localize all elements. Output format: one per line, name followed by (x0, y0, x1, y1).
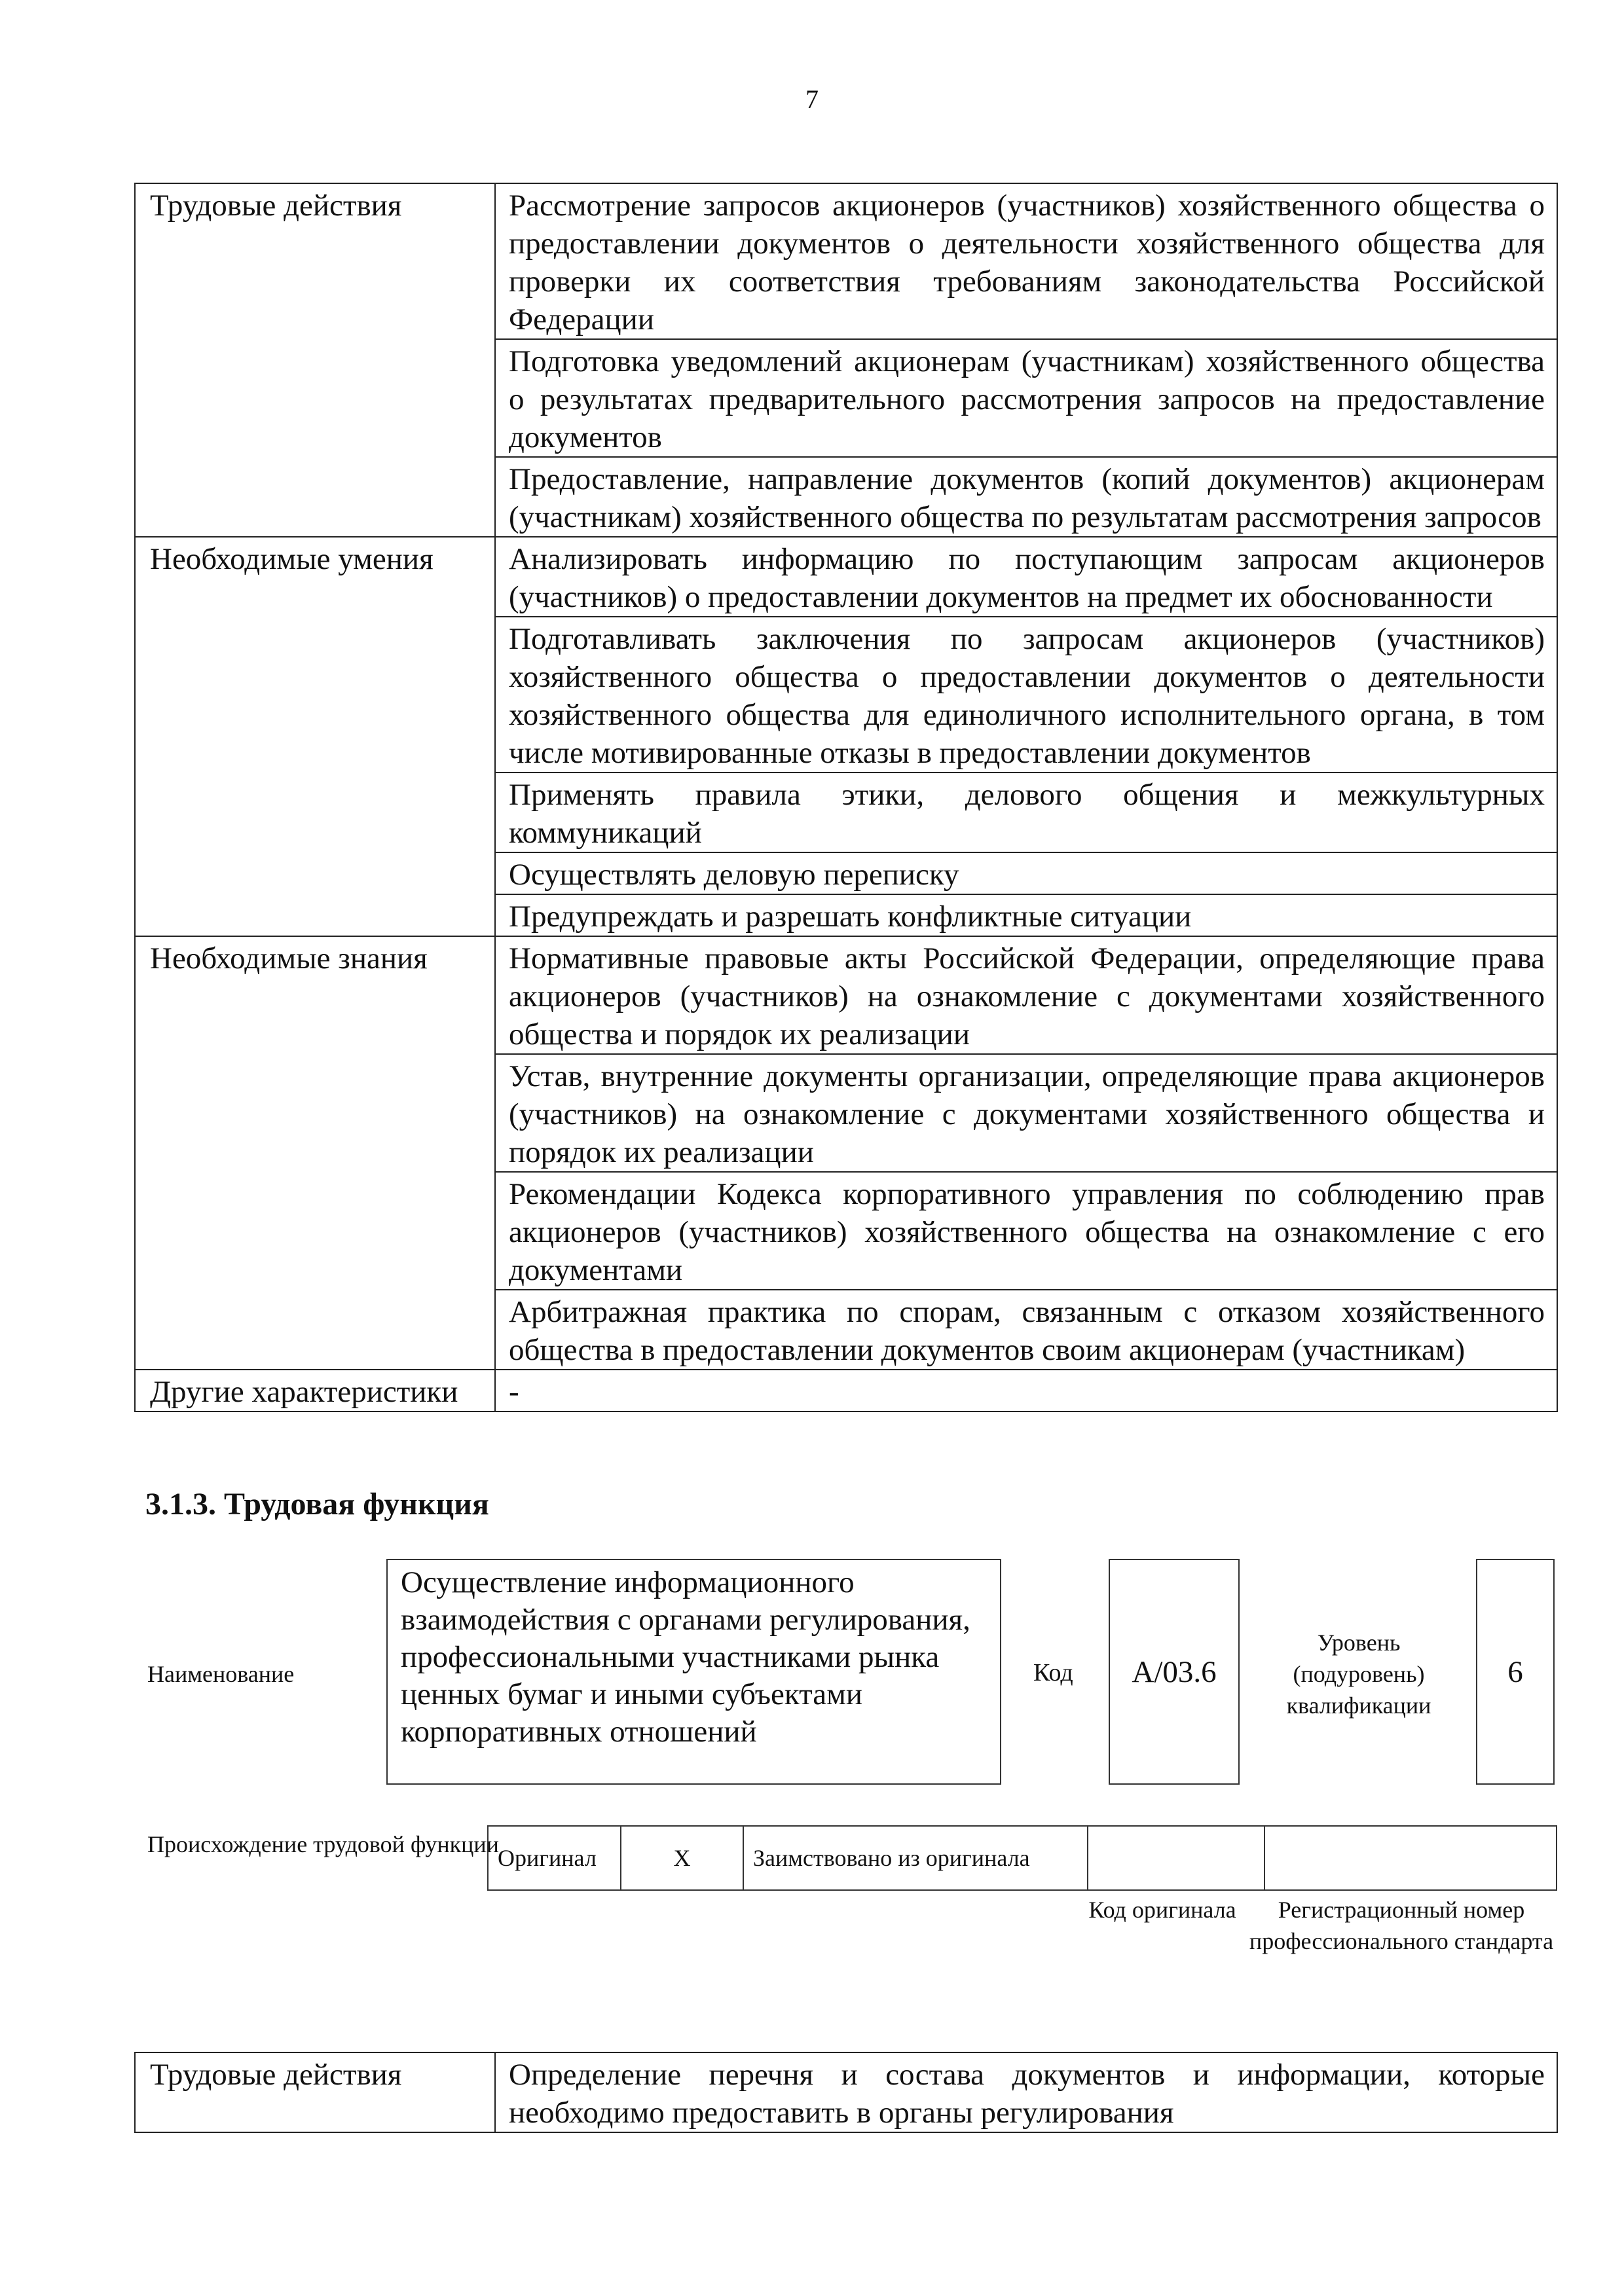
table-row (135, 183, 1557, 339)
table-cell: Анализировать информацию по поступающим запросам акционеров (участников) о предоставлении документов на предмет их обоснованности (495, 537, 1557, 617)
original-mark: X (621, 1826, 743, 1890)
function-name-box: Осуществление информационного взаимодействия с органами регулирования, профессиональными участниками рынка ценных бумаг и иными субъектами корпоративных отношений (386, 1559, 1001, 1785)
row-label-actions: Трудовые действия (135, 2052, 495, 2132)
table-cell: Применять правила этики, делового общения и межкультурных коммуникаций (495, 773, 1557, 852)
borrowed-label: Заимствовано из оригинала (743, 1826, 1088, 1890)
table-cell: Подготовка уведомлений акционерам (участникам) хозяйственного общества о результатах предварительного рассмотрения запросов на предоставление документов (495, 339, 1557, 457)
row-label-knowledge: Необходимые знания (135, 936, 495, 1370)
level-value-box: 6 (1476, 1559, 1555, 1785)
table-cell: Устав, внутренние документы организации, определяющие права акционеров (участников) на ознакомление с документами хозяйственного общества и порядок их реализации (495, 1054, 1557, 1172)
code-original-cell (1088, 1826, 1264, 1890)
table-cell: Предоставление, направление документов (копий документов) акционерам (участникам) хозяйственного общества по результатам рассмотрения запросов (495, 457, 1557, 537)
original-label: Оригинал (488, 1826, 621, 1890)
row-label-other: Другие характеристики (135, 1370, 495, 1412)
table-cell: Нормативные правовые акты Российской Федерации, определяющие права акционеров (участников) на ознакомление с документами хозяйственного общества и порядок их реализации (495, 936, 1557, 1054)
section-title: 3.1.3. Трудовая функция (145, 1487, 489, 1522)
table-cell: Рекомендации Кодекса корпоративного управления по соблюдению прав акционеров (участников) хозяйственного общества на ознакомление с его документами (495, 1172, 1557, 1290)
table-cell: Предупреждать и разрешать конфликтные ситуации (495, 894, 1557, 936)
row-label-skills: Необходимые умения (135, 537, 495, 936)
table-row (135, 1370, 1557, 1412)
code-value-box: A/03.6 (1109, 1559, 1240, 1785)
requirements-table (134, 183, 1558, 1412)
table-row (135, 936, 1557, 1054)
table-cell: Осуществлять деловую переписку (495, 852, 1557, 894)
table-cell: Подготавливать заключения по запросам акционеров (участников) хозяйственного общества о предоставлении документов о деятельности хозяйственного общества для единоличного исполнительного органа, в том числе мотивированные отказы в предоставлении документов (495, 617, 1557, 773)
actions-table (134, 2052, 1558, 2133)
row-label-actions: Трудовые действия (135, 183, 495, 537)
code-original-caption: Код оригинала (1088, 1897, 1236, 1923)
table-row (488, 1826, 1557, 1890)
origin-table (487, 1825, 1557, 1891)
table-cell: Арбитражная практика по спорам, связанным с отказом хозяйственного общества в предоставлении документов своим акционерам (участникам) (495, 1290, 1557, 1370)
table-row (135, 537, 1557, 617)
table-row (135, 2052, 1557, 2132)
reg-number-cell (1264, 1826, 1557, 1890)
origin-label: Происхождение трудовой функции (147, 1831, 499, 1857)
level-label: Уровень (подуровень) квалификации (1286, 1630, 1431, 1719)
reg-number-caption: Регистрационный номер профессионального стандарта (1249, 1897, 1554, 1954)
name-label: Наименование (147, 1661, 295, 1687)
table-cell: Определение перечня и состава документов и информации, которые необходимо предоставить в органы регулирования (495, 2052, 1557, 2132)
page-number: 7 (805, 84, 819, 114)
table-cell: - (495, 1370, 1557, 1412)
code-label: Код (1033, 1659, 1073, 1686)
table-cell: Рассмотрение запросов акционеров (участников) хозяйственного общества о предоставлении документов о деятельности хозяйственного общества для проверки их соответствия требованиям законодательства Российской Федерации (495, 183, 1557, 339)
